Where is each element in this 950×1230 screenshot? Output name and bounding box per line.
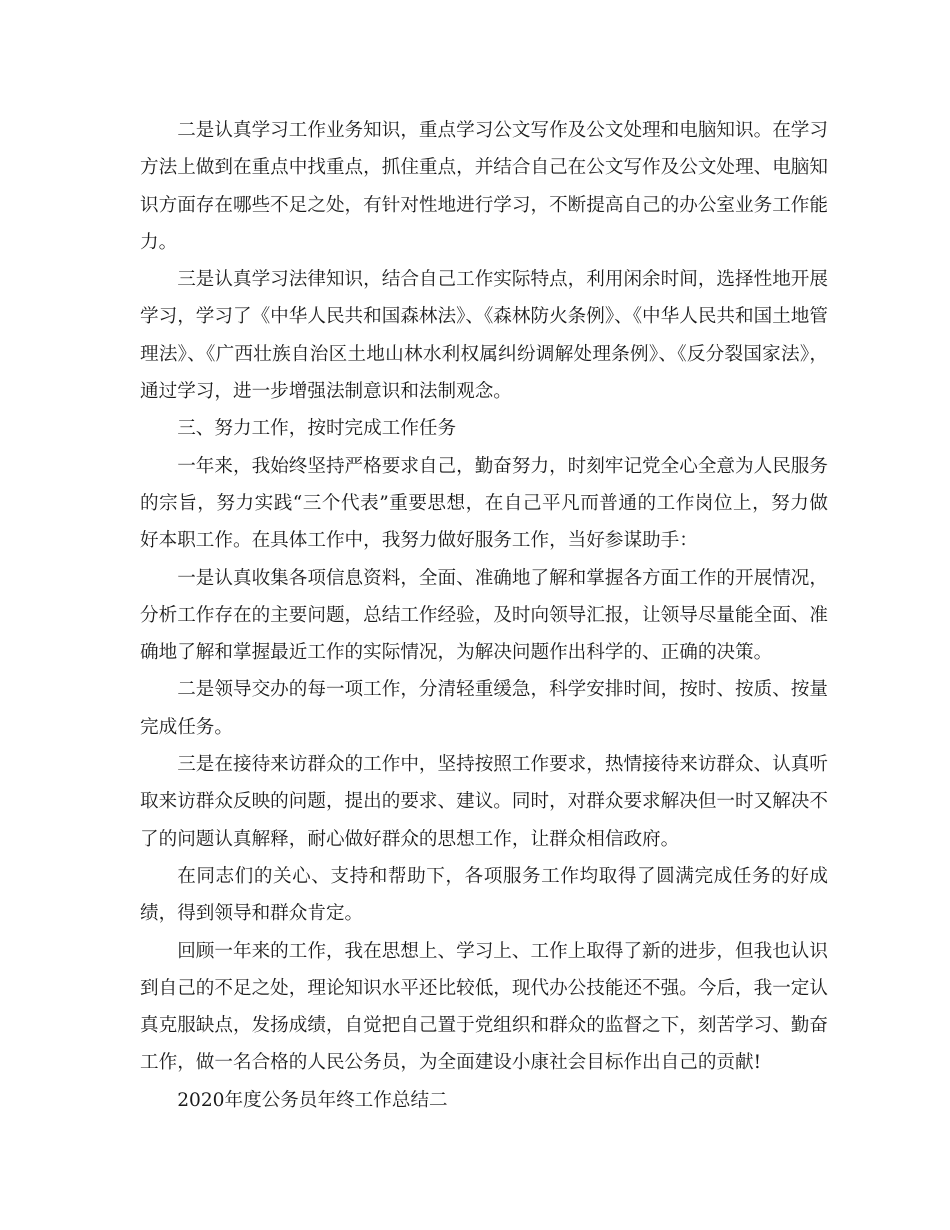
paragraph-collect-information: 一是认真收集各项信息资料，全面、准确地了解和掌握各方面工作的开展情况，分析工作存在的主要问题，总结工作经验，及时向领导汇报，让领导尽量能全面、准确地了解和掌握最近工作的实际情况，为解决问题作出科学的、正确的决策。	[140, 567, 828, 664]
paragraph-receive-visitors: 三是在接待来访群众的工作中，坚持按照工作要求，热情接待来访群众、认真听取来访群众反映的问题，提出的要求、建议。同时，对群众要求解决但一时又解决不了的问题认真解释，耐心做好群众的思想工作，让群众相信政府。	[140, 754, 828, 850]
next-section-title: 2020年度公务员年终工作总结二	[177, 1089, 448, 1111]
paragraph-leader-assignments: 二是领导交办的每一项工作，分清轻重缓急，科学安排时间，按时、按质、按量完成任务。	[140, 679, 828, 738]
document-body	[140, 112, 828, 1119]
section-heading-work-tasks: 三、努力工作，按时完成工作任务	[177, 418, 457, 440]
paragraph-colleague-support: 在同志们的关心、支持和帮助下，各项服务工作均取得了圆满完成任务的好成绩，得到领导和群众肯定。	[140, 865, 828, 925]
paragraph-year-review: 一年来，我始终坚持严格要求自己，勤奋努力，时刻牢记党全心全意为人民服务的宗旨，努力实践“三个代表”重要思想，在自己平凡而普通的工作岗位上，努力做好本职工作。在具体工作中，我努力做好服务工作，当好参谋助手：	[140, 455, 828, 552]
paragraph-conclusion: 回顾一年来的工作，我在思想上、学习上、工作上取得了新的进步，但我也认识到自己的不足之处，理论知识水平还比较低，现代办公技能还不强。今后，我一定认真克服缺点，发扬成绩，自觉把自己置于党组织和群众的监督之下，刻苦学习、勤奋工作，做一名合格的人民公务员，为全面建设小康社会目标作出自己的贡献!	[140, 940, 828, 1074]
paragraph-study-business-knowledge: 二是认真学习工作业务知识，重点学习公文写作及公文处理和电脑知识。在学习方法上做到在重点中找重点，抓住重点，并结合自己在公文写作及公文处理、电脑知识方面存在哪些不足之处，有针对性地进行学习，不断提高自己的办公室业务工作能力。	[140, 120, 828, 253]
paragraph-study-legal-knowledge: 三是认真学习法律知识，结合自己工作实际特点，利用闲余时间，选择性地开展学习，学习了《中华人民共和国森林法》、《森林防火条例》、《中华人民共和国土地管理法》、《广西壮族自治区土地山林水利权属纠纷调解处理条例》、《反分裂国家法》，通过学习，进一步增强法制意识和法制观念。	[140, 269, 828, 403]
